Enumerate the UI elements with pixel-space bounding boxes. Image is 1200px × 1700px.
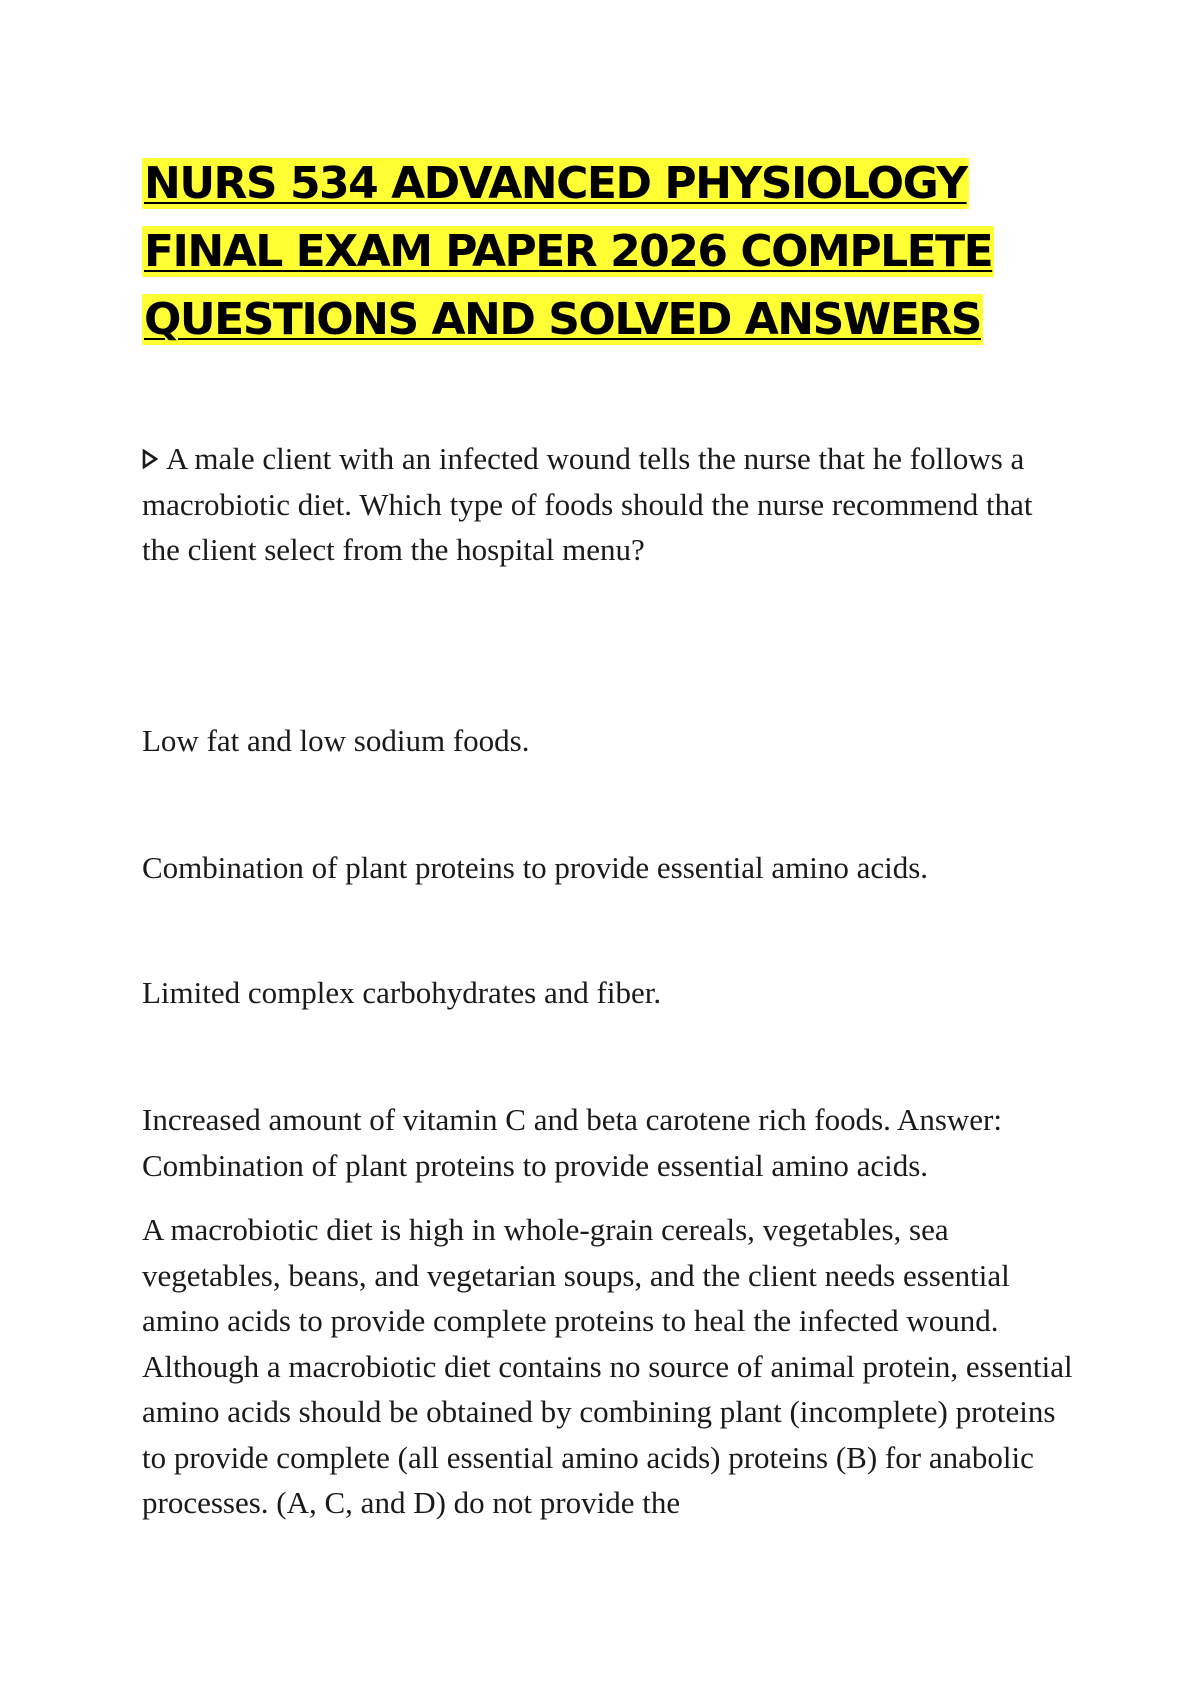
answer-option-2: Combination of plant proteins to provide essential amino acids. bbox=[142, 850, 929, 885]
answer-option-1: Low fat and low sodium foods. bbox=[142, 723, 530, 758]
question-text-block bbox=[142, 436, 1077, 573]
rationale-paragraph: A macrobiotic diet is high in whole-grain cereals, vegetables, sea vegetables, beans, and vegetarian soups, and the client needs essential amino acids to provide complete proteins to heal the infected wound. Although a macrobiotic diet contains no source of animal protein, essential amino acids should be obtained by combining plant (incomplete) proteins to provide complete (all essential amino acids) proteins (B) for anabolic processes. (A, C, and D) do not provide the bbox=[142, 1212, 1073, 1520]
question-text: A male client with an infected wound tells the nurse that he follows a macrobiotic diet. Which type of foods should the nurse recommend that the client select from the hospital menu? bbox=[142, 441, 1033, 567]
answer-option-4-with-answer: Increased amount of vitamin C and beta carotene rich foods. Answer: Combination of plant proteins to provide essential amino acids. bbox=[142, 1102, 1002, 1183]
highlighted-title-text: NURS 534 ADVANCED PHYSIOLOGY FINAL EXAM PAPER 2026 COMPLETE QUESTIONS AND SOLVED ANSWERS bbox=[144, 158, 993, 345]
document-title bbox=[142, 150, 1072, 354]
triangle-bullet-icon bbox=[142, 448, 158, 470]
answer-option-3: Limited complex carbohydrates and fiber. bbox=[142, 975, 662, 1010]
